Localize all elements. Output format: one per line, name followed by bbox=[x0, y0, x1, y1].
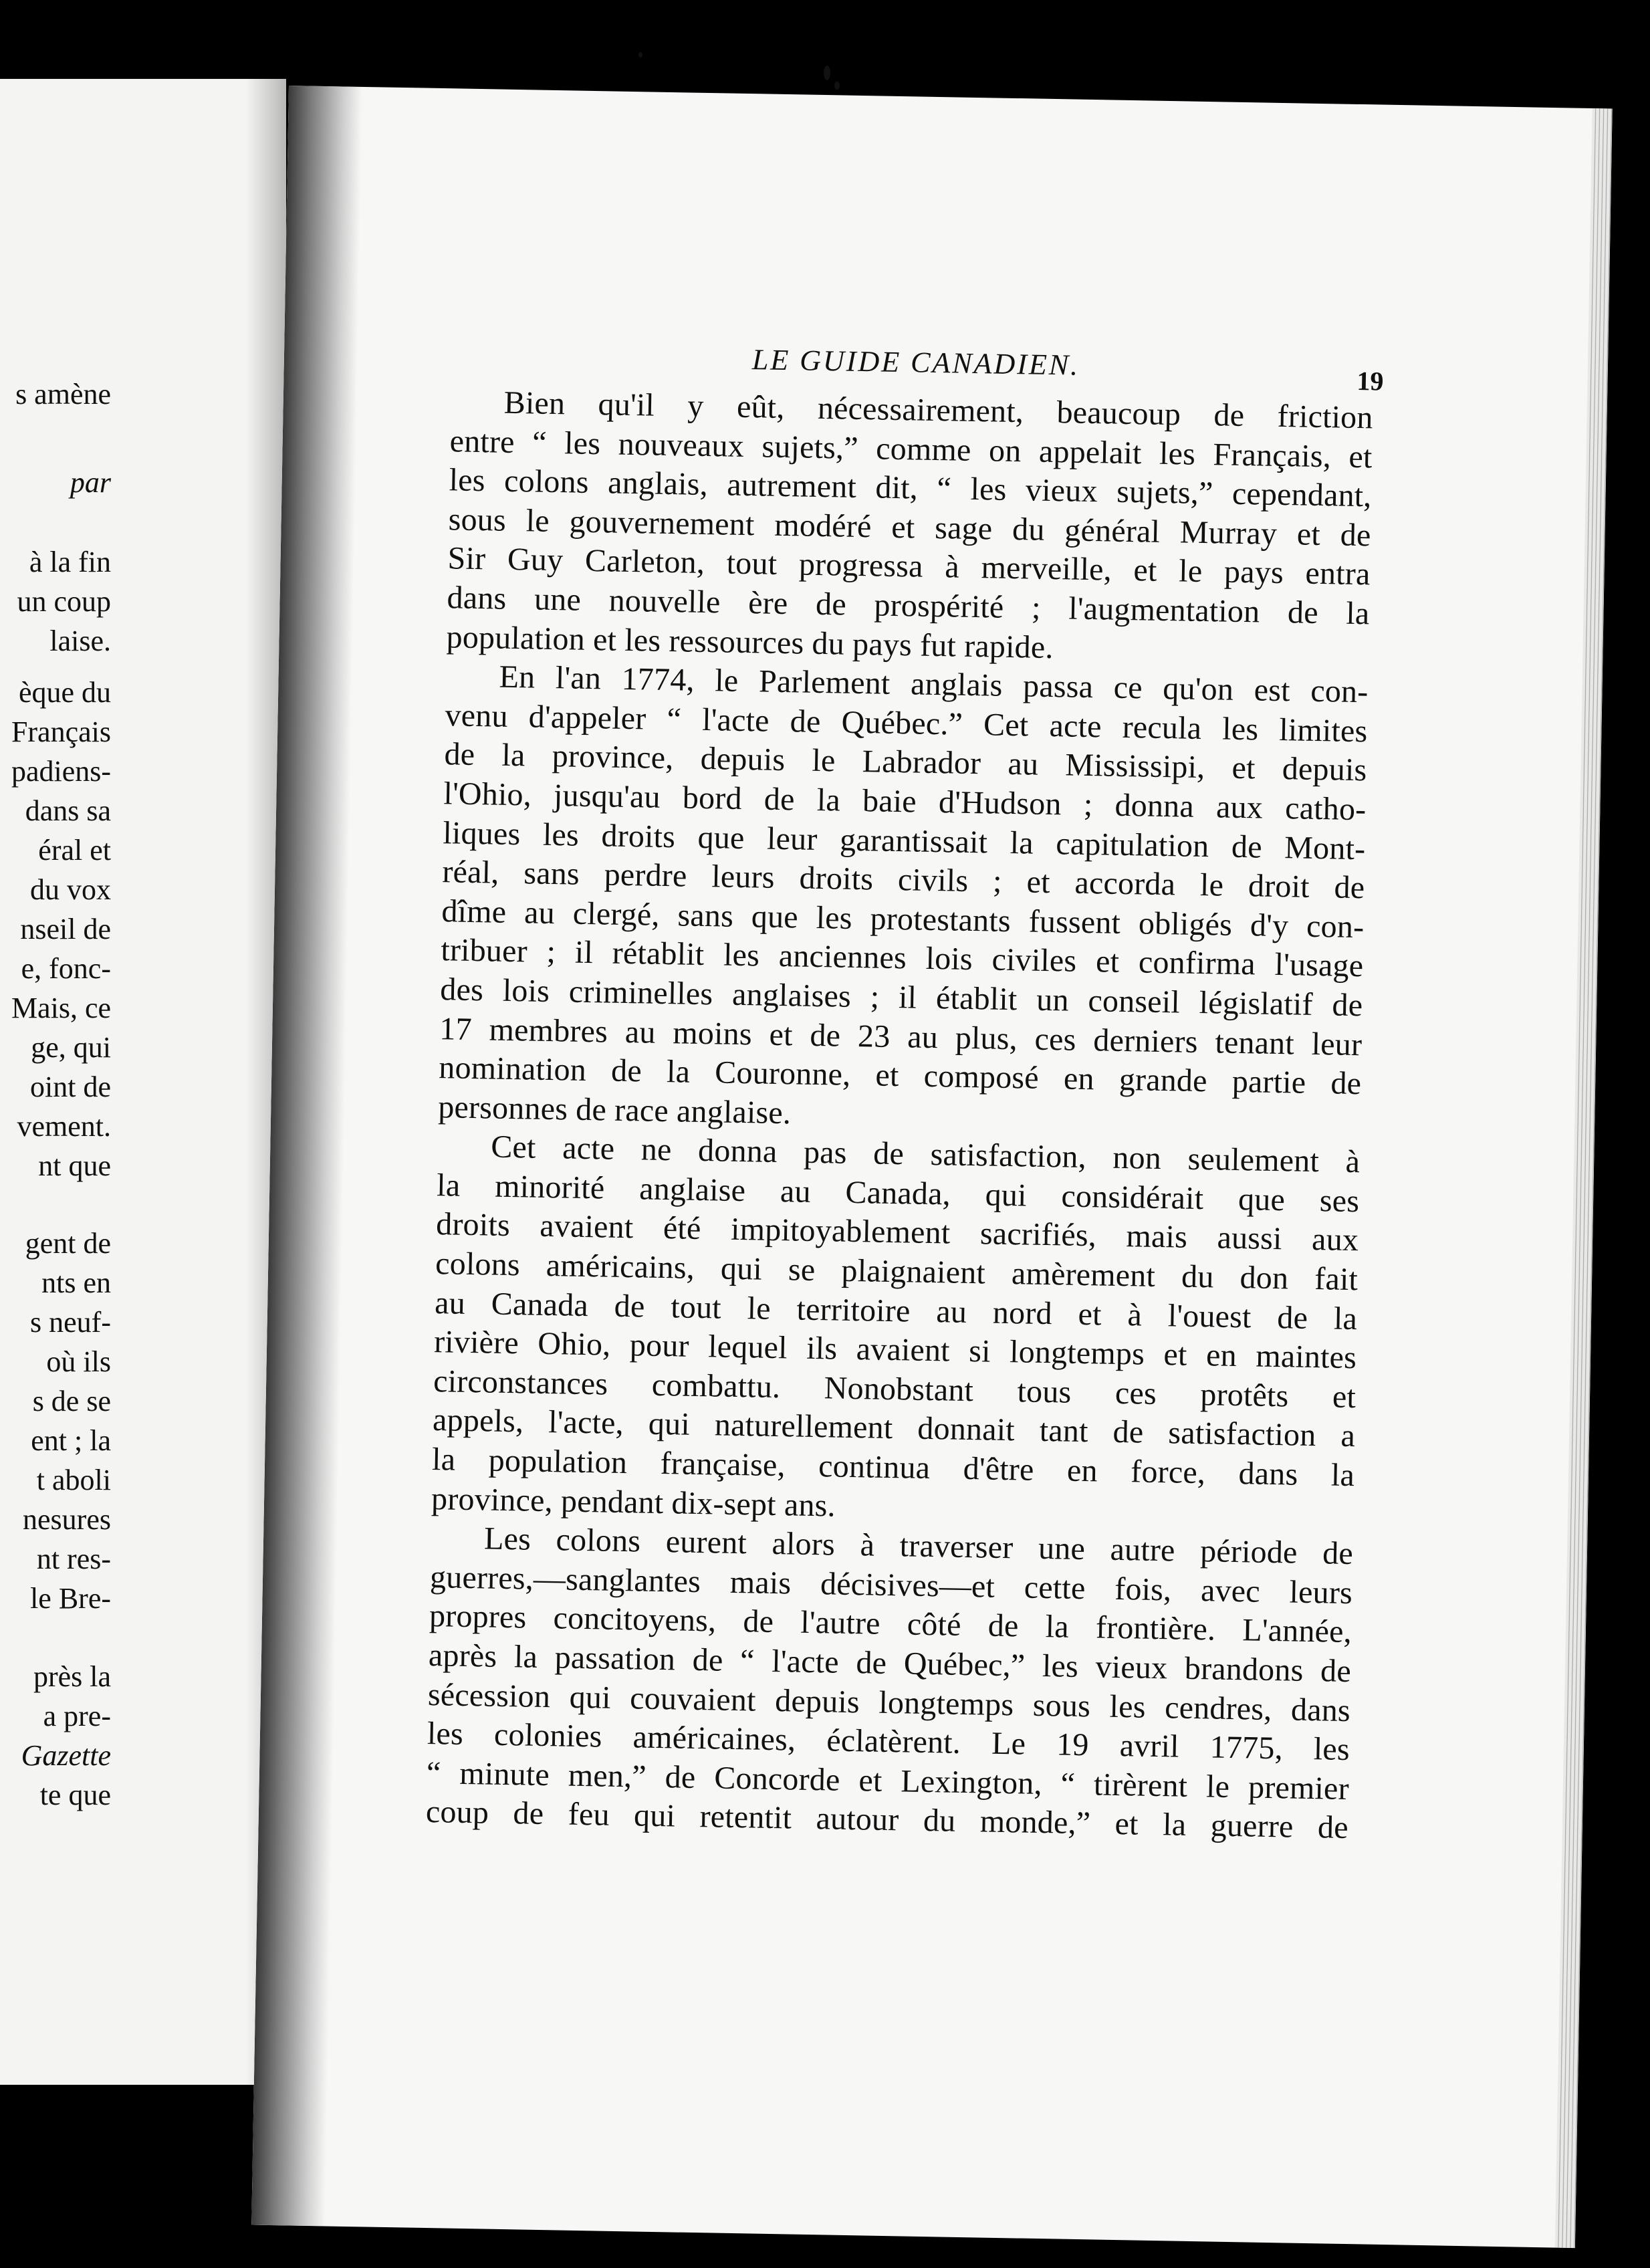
left-page-fragment: s de se bbox=[32, 1385, 111, 1418]
text-line: les colonies américaines, éclatèrent. Le 19 avril 1775, les bbox=[427, 1716, 1350, 1768]
left-page-fragment: èque du bbox=[18, 676, 111, 709]
left-page-fragment: le Bre- bbox=[30, 1582, 111, 1615]
left-page-fragment: nseil de bbox=[20, 913, 111, 945]
text-line: “ minute men,” de Concorde et Lexington, “ tirèrent le premier bbox=[426, 1754, 1350, 1807]
body-text bbox=[425, 382, 1373, 1848]
scan-speck bbox=[834, 82, 840, 90]
left-page-fragment: s amène bbox=[15, 378, 111, 411]
text-line: entre “ les nouveaux sujets,” comme on appelait les Français, et bbox=[449, 423, 1373, 475]
running-head: LE GUIDE CANADIEN. bbox=[751, 343, 1080, 382]
text-line: Les colons eurent alors à traverser une autre période de bbox=[483, 1520, 1354, 1572]
left-page-fragment: dans sa bbox=[25, 794, 111, 827]
text-line: appels, l'acte, qui naturellement donnait tant de satisfaction a bbox=[432, 1402, 1356, 1454]
left-page-fragment: Français bbox=[11, 715, 111, 748]
page-number: 19 bbox=[1357, 365, 1384, 396]
text-line: la population française, continua d'être en force, dans la bbox=[431, 1442, 1355, 1494]
left-page-fragment: nt res- bbox=[36, 1543, 111, 1575]
text-line: au Canada de tout le territoire au nord et à l'ouest de la bbox=[434, 1284, 1358, 1337]
text-line: guerres,—sanglantes mais décisives—et cette fois, avec leurs bbox=[429, 1559, 1353, 1611]
text-line: sécession qui couvaient depuis longtemps sous les cendres, dans bbox=[427, 1676, 1351, 1728]
text-line: population et les ressources du pays fut rapide. bbox=[446, 618, 1054, 665]
left-page-fragment: ge, qui bbox=[31, 1031, 111, 1064]
scan-speck bbox=[638, 52, 642, 58]
text-line: province, pendant dix-sept ans. bbox=[431, 1480, 836, 1524]
text-line: Sir Guy Carleton, tout progressa à merveille, et le pays entra bbox=[447, 540, 1371, 592]
scan-speck bbox=[824, 66, 830, 80]
text-line: l'Ohio, jusqu'au bord de la baie d'Hudson ; donna aux catho- bbox=[443, 776, 1367, 828]
left-page-fragment: nts en bbox=[41, 1266, 111, 1299]
text-line: de la province, depuis le Labrador au Mississipi, et depuis bbox=[444, 736, 1367, 788]
left-page-fragment: t aboli bbox=[36, 1464, 111, 1496]
left-page-fragment: ent ; la bbox=[31, 1424, 111, 1457]
text-line: sous le gouvernement modéré et sage du général Murray et de bbox=[448, 501, 1371, 554]
text-line: liques les droits que leur garantissait la capitulation de Mont- bbox=[443, 814, 1366, 867]
left-page-fragment: un coup bbox=[17, 585, 111, 618]
text-line: Cet acte ne donna pas de satisfaction, non seulement à bbox=[490, 1129, 1361, 1180]
left-page-fragment: gent de bbox=[25, 1227, 111, 1260]
right-page bbox=[251, 86, 1613, 2248]
text-line: la minorité anglaise au Canada, qui considérait que ses bbox=[436, 1167, 1360, 1220]
text-line: 17 membres au moins et de 23 au plus, ces derniers tenant leur bbox=[439, 1010, 1363, 1062]
left-page-fragment: a pre- bbox=[43, 1700, 111, 1732]
text-line: coup de feu qui retentit autour du monde,” et la guerre de bbox=[425, 1794, 1349, 1846]
text-line: les colons anglais, autrement dit, “ les vieux sujets,” cependant, bbox=[449, 462, 1372, 514]
text-line: réal, sans perdre leurs droits civils ; et accorda le droit de bbox=[442, 854, 1365, 906]
left-page-fragment: par bbox=[70, 466, 111, 499]
left-page-fragment: Mais, ce bbox=[11, 992, 111, 1024]
text-line: tribuer ; il rétablit les anciennes lois civiles et confirma l'usage bbox=[441, 932, 1364, 984]
left-page-fragment: à la fin bbox=[29, 546, 111, 578]
text-line: colons américains, qui se plaignaient amèrement du don fait bbox=[435, 1246, 1359, 1298]
text-line: circonstances combattu. Nonobstant tous ces protêts et bbox=[433, 1363, 1357, 1415]
text-line: dans une nouvelle ère de prospérité ; l'augmentation de la bbox=[447, 580, 1370, 632]
left-page-fragment: s neuf- bbox=[30, 1306, 111, 1339]
left-page-fragment: nesures bbox=[23, 1503, 111, 1536]
left-page-fragment: du vox bbox=[30, 873, 111, 906]
text-line: personnes de race anglaise. bbox=[437, 1089, 792, 1131]
text-line: En l'an 1774, le Parlement anglais passa ce qu'on est con- bbox=[499, 659, 1369, 710]
left-page bbox=[0, 79, 286, 2085]
text-line: rivière Ohio, pour lequel ils avaient si longtemps et en maintes bbox=[433, 1324, 1357, 1376]
left-page-fragment: où ils bbox=[46, 1345, 111, 1378]
left-page-fragment: oint de bbox=[30, 1070, 111, 1103]
page-edge-lines bbox=[1555, 108, 1613, 2248]
text-line: nomination de la Couronne, et composé en grande partie de bbox=[438, 1050, 1362, 1102]
text-line: dîme au clergé, sans que les protestants fussent obligés d'y con- bbox=[441, 893, 1365, 945]
text-line: propres concitoyens, de l'autre côté de la frontière. L'année, bbox=[429, 1598, 1352, 1650]
left-page-fragment: te que bbox=[39, 1779, 111, 1811]
left-page-fragment: nt que bbox=[38, 1149, 111, 1182]
text-line: des lois criminelles anglaises ; il établit un conseil législatif de bbox=[439, 972, 1363, 1024]
left-page-fragment: padiens- bbox=[11, 755, 111, 788]
left-page-fragment: éral et bbox=[38, 834, 111, 867]
left-page-fragment: près la bbox=[33, 1660, 111, 1693]
left-page-fragment: Gazette bbox=[21, 1739, 111, 1772]
text-line: venu d'appeler “ l'acte de Québec.” Cet acte recula les limites bbox=[445, 697, 1368, 750]
text-line: droits avaient été impitoyablement sacrifiés, mais aussi aux bbox=[435, 1206, 1359, 1258]
left-page-fragment: laise. bbox=[49, 625, 111, 657]
left-page-fragment: e, fonc- bbox=[21, 952, 111, 985]
left-page-fragment: vement. bbox=[17, 1110, 111, 1143]
text-line: Bien qu'il y eût, nécessairement, beaucoup de friction bbox=[503, 384, 1374, 436]
text-line: après la passation de “ l'acte de Québec,” les vieux brandons de bbox=[428, 1637, 1352, 1690]
